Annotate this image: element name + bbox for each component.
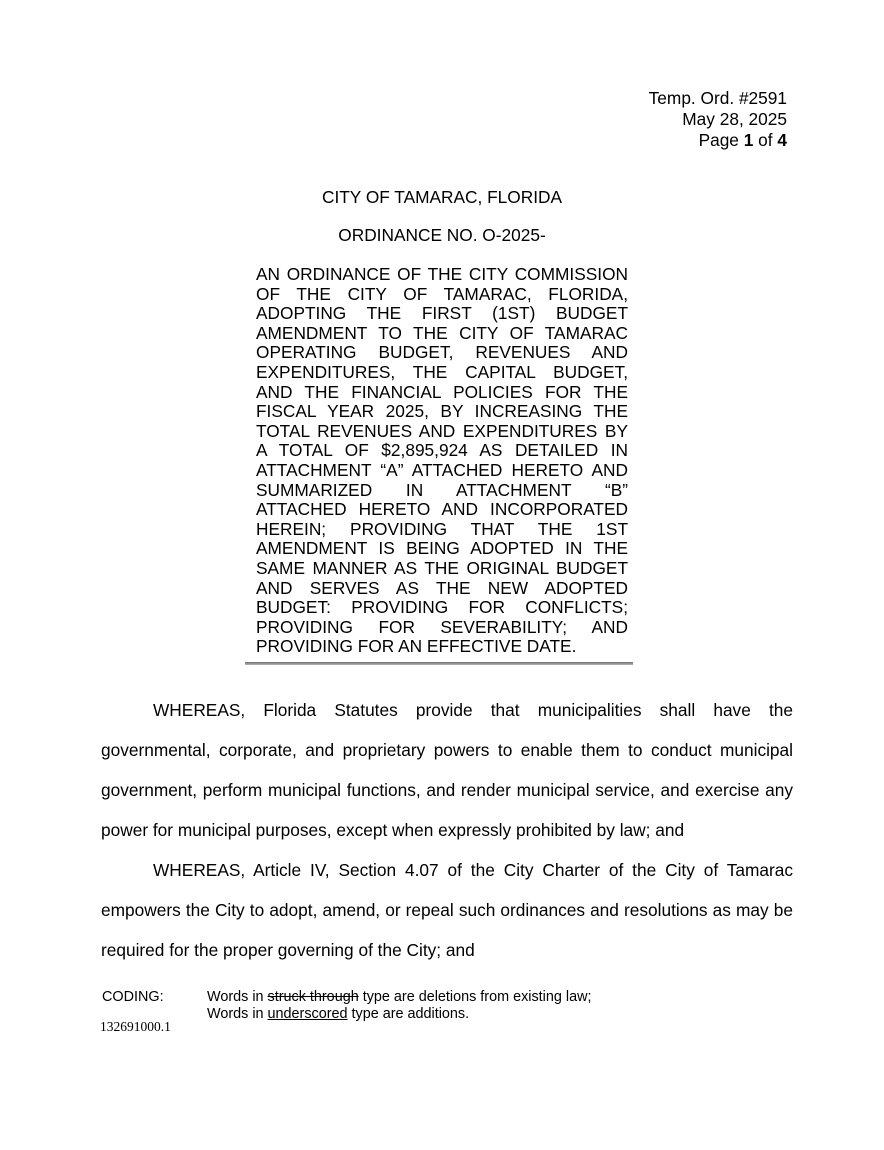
page-header [649,88,787,151]
page-number: 1 [743,130,754,150]
coding-additions-line [207,1006,767,1023]
caption-divider-rule [245,662,633,665]
document-title-city: CITY OF TAMARAC, FLORIDA [321,187,563,207]
coding-line1-prefix: Words in [207,989,268,1005]
page-label: Page [698,130,744,150]
document-title-ordinance-no: ORDINANCE NO. O-2025- [338,225,546,245]
document-reference-number: 132691000.1 [100,1019,171,1034]
page-indicator [649,130,787,151]
whereas-section [101,690,793,970]
underscored-sample: underscored [267,1006,348,1022]
document-date: May 28, 2025 [682,109,787,129]
coding-deletions-line [207,989,767,1006]
coding-line2-suffix: type are additions. [347,1006,470,1022]
ordinance-caption: AN ORDINANCE OF THE CITY COMMISSION OF THE CITY OF TAMARAC, FLORIDA, ADOPTING THE FIRST (1ST) BUDGET AMENDMENT TO THE CITY OF TAMARAC OPERATING BUDGET, REVENUES AND EXPENDITURES, THE CAPITAL BUDGET, AND THE FINANCIAL POLICIES FOR THE FISCAL YEAR 2025, BY INCREASING THE TOTAL REVENUES AND EXPENDITURES BY A TOTAL OF $2,895,924 AS DETAILED IN ATTACHMENT “A” ATTACHED HERETO AND SUMMARIZED IN ATTACHMENT “B” ATTACHED HERETO AND INCORPORATED HEREIN; PROVIDING THAT THE 1ST AMENDMENT IS BEING ADOPTED IN THE SAME MANNER AS THE ORIGINAL BUDGET AND SERVES AS THE NEW ADOPTED BUDGET: PROVIDING FOR CONFLICTS; PROVIDING FOR SEVERABILITY; AND PROVIDING FOR AN EFFECTIVE DATE. [256,264,628,657]
page-total: 4 [777,130,787,150]
coding-line2-prefix: Words in [207,1006,268,1022]
whereas-paragraph-1: WHEREAS, Florida Statutes provide that municipalities shall have the governmental, corporate, and proprietary powers to enable them to conduct municipal government, perform municipal functions, and render municipal service, and exercise any power for municipal purposes, except when expressly prohibited by law; and [101,700,793,840]
coding-line1-suffix: type are deletions from existing law; [358,989,592,1005]
temp-ord-number: Temp. Ord. #2591 [648,88,787,108]
coding-label: CODING: [102,989,164,1005]
coding-legend [207,989,767,1023]
whereas-paragraph-2: WHEREAS, Article IV, Section 4.07 of the City Charter of the City of Tamarac empowers the City to adopt, amend, or repeal such ordinances and resolutions as may be required for the proper governing of the City; and [101,860,793,960]
page-of-label: of [753,130,778,150]
struck-through-sample: struck through [267,989,359,1005]
